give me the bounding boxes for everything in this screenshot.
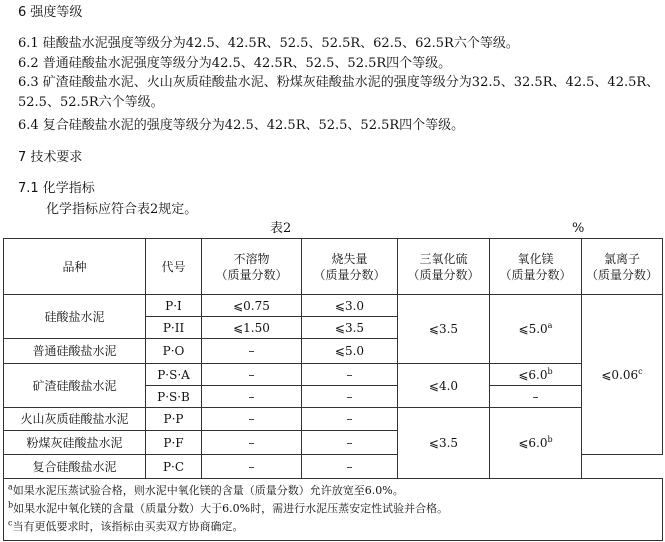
code-pf: P·F [146, 431, 202, 455]
pi-loss: ⩽3.0 [302, 295, 398, 317]
code-pii: P·II [146, 317, 202, 339]
clause-6-4: 6.4 复合硅酸盐水泥的强度等级分为42.5、42.5R、52.5、52.5R四个等级。 [18, 118, 465, 133]
header-loss-on-ignition: 烧失量 （质量分数） [302, 239, 398, 295]
table-row [4, 295, 663, 317]
table-unit: % [572, 221, 585, 236]
psa-insoluble: – [202, 364, 302, 386]
pc-insoluble: – [202, 455, 302, 479]
po-insoluble: – [202, 339, 302, 364]
footnote-a: $^a$如果水泥压蒸试验合格，则水泥中氧化镁的含量（质量分数）允许放宽至6.0%。 [8, 482, 404, 497]
so3-slag: ⩽4.0 [398, 364, 490, 408]
table-row [4, 364, 663, 386]
clause-6-3-line1: 6.3 矿渣硅酸盐水泥、火山灰质硅酸盐水泥、粉煤灰硅酸盐水泥的强度等级分为32.5、32.5R、42.5、42.5R、 [18, 75, 660, 90]
so3-group1: ⩽3.5 [398, 295, 490, 364]
pi-insoluble: ⩽0.75 [202, 295, 302, 317]
table-footnotes [4, 479, 663, 541]
section-7-heading: 7 技术要求 [18, 150, 83, 165]
table-row [4, 408, 663, 431]
table-header-row [4, 239, 663, 295]
psb-insoluble: – [202, 386, 302, 408]
header-code: 代号 [146, 239, 202, 295]
table-footnotes-row [4, 479, 663, 541]
psa-mgo: ⩽6.0$^b$ [490, 364, 582, 386]
chloride-all: ⩽0.06$^c$ [582, 295, 663, 455]
clause-6-3-line2: 52.5、52.5R六个等级。 [18, 95, 164, 110]
clause-7-1-intro: 化学指标应符合表2规定。 [46, 202, 198, 217]
code-psa: P·S·A [146, 364, 202, 386]
code-psb: P·S·B [146, 386, 202, 408]
psb-loss: – [302, 386, 398, 408]
mgo-group1: ⩽5.0$^a$ [490, 295, 582, 364]
pp-insoluble: – [202, 408, 302, 431]
variety-portland: 硅酸盐水泥 [4, 295, 146, 339]
clause-6-2: 6.2 普通硅酸盐水泥强度等级分为42.5、42.5R、52.5、52.5R四个等级。 [18, 56, 452, 71]
footnote-b: $^b$如果水泥中氧化镁的含量（质量分数）大于6.0%时，需进行水泥压蒸安定性试验并合格。 [8, 500, 449, 515]
header-so3: 三氧化硫 （质量分数） [398, 239, 490, 295]
variety-slag: 矿渣硅酸盐水泥 [4, 364, 146, 408]
variety-pozzolana: 火山灰质硅酸盐水泥 [4, 408, 146, 431]
mgo-group3: ⩽6.0$^b$ [490, 408, 582, 479]
pc-loss: – [302, 455, 398, 479]
chemical-index-table [3, 238, 663, 541]
section-6-heading: 6 强度等级 [18, 5, 83, 20]
header-mgo: 氧化镁 （质量分数） [490, 239, 582, 295]
code-pi: P·I [146, 295, 202, 317]
clause-7-1-heading: 7.1 化学指标 [18, 181, 95, 196]
pii-loss: ⩽3.5 [302, 317, 398, 339]
code-pc: P·C [146, 455, 202, 479]
pf-loss: – [302, 431, 398, 455]
psb-mgo: – [490, 386, 582, 408]
pf-insoluble: – [202, 431, 302, 455]
header-variety: 品种 [4, 239, 146, 295]
footnote-c: $^c$当有更低要求时，该指标由买卖双方协商确定。 [8, 518, 244, 533]
psa-loss: – [302, 364, 398, 386]
po-loss: ⩽5.0 [302, 339, 398, 364]
so3-group3: ⩽3.5 [398, 408, 490, 479]
clause-6-1: 6.1 硅酸盐水泥强度等级分为42.5、42.5R、52.5、52.5R、62.5、62.5R六个等级。 [18, 36, 519, 51]
variety-ordinary-portland: 普通硅酸盐水泥 [4, 339, 146, 364]
header-chloride: 氯离子 （质量分数） [582, 239, 663, 295]
variety-fly-ash: 粉煤灰硅酸盐水泥 [4, 431, 146, 455]
header-insoluble: 不溶物 （质量分数） [202, 239, 302, 295]
variety-composite: 复合硅酸盐水泥 [4, 455, 146, 479]
pp-loss: – [302, 408, 398, 431]
code-pp: P·P [146, 408, 202, 431]
pii-insoluble: ⩽1.50 [202, 317, 302, 339]
table-title: 表2 [270, 221, 292, 236]
code-po: P·O [146, 339, 202, 364]
